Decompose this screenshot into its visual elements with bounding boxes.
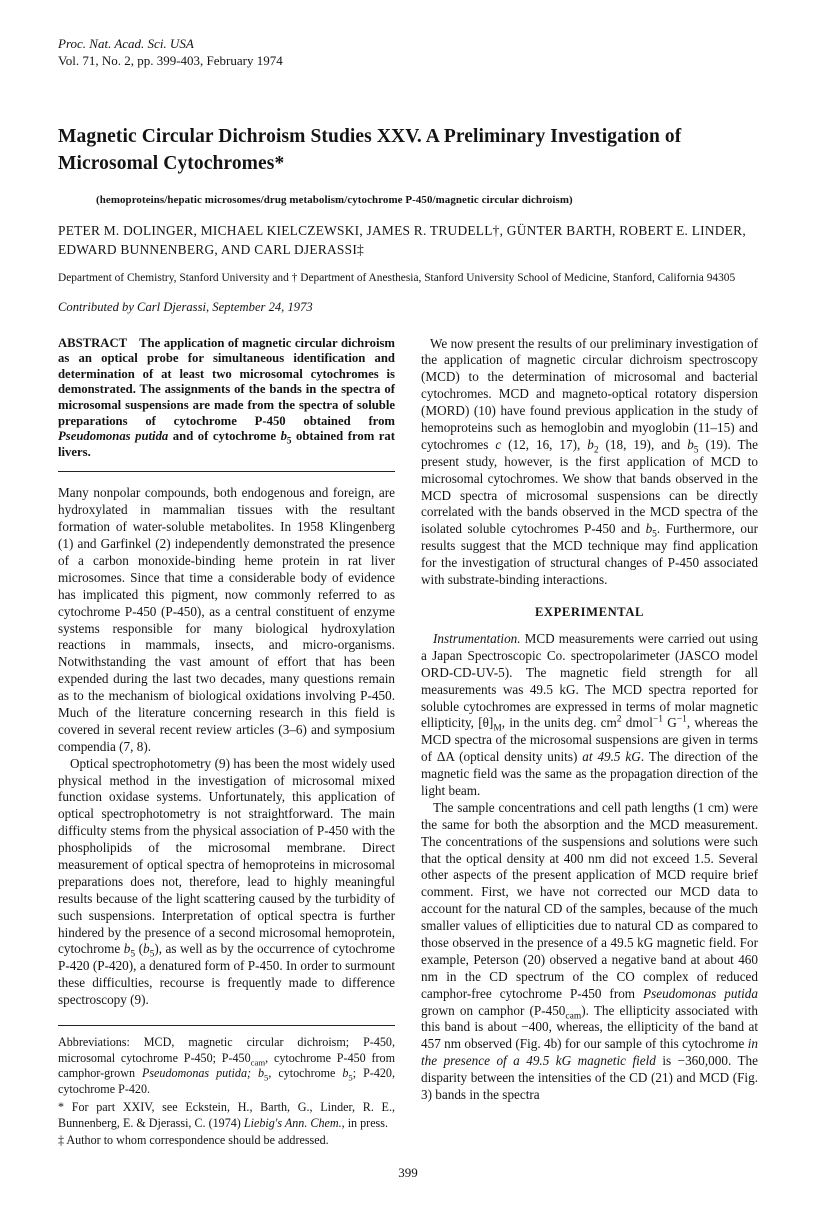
paragraph: Instrumentation. MCD measurements were carried out using a Japan Spectroscopic Co. spectropolarimeter (JASCO model ORD-CD-UV-5). The magnetic field strength for all measurements was 49.5 kG. The MCD spectra reported for soluble cytochromes are expressed in terms of molar magnetic ellipticity, $[\theta]_M$, in the units deg. $cm^2$ dmol$^{-1}$ $G^{-1}$, whereas the MCD spectra of the microsomal suspensions are given in terms of ΔA (optical density units) at 49.5 kG. The direction of the magnetic field was the same as the propagation direction of the light beam.: [421, 630, 759, 798]
paragraph: We now present the results of our preliminary investigation of the application of magnetic circular dichroism spectroscopy (MCD) to the determination of microsomal and bacterial cytochromes. MCD and magneto-optical rotatory dispersion (MORD) (10) have found previous application in the study of hemoproteins such as hemoglobin and myoglobin (11–15) and cytochromes c (12, 16, 17), $b_2$ (18, 19), and $b_5$ (19). The present study, however, is the first application of MCD to microsomal cytochromes. We show that bands observed in the MCD spectra of microsomal suspensions can be directly correlated with the bands observed in the MCD spectra of the isolated soluble cytochromes P-450 and $b_5$. Furthermore, our results suggest that the MCD technique may find application for the investigation of structural changes of P-450 associated with substrate-binding interactions.: [421, 335, 759, 587]
experimental-heading: EXPERIMENTAL: [534, 604, 645, 619]
article-title: Magnetic Circular Dichroism Studies XXV. A Preliminary Investigation of Microsomal Cytochromes*: [58, 125, 682, 174]
journal-name: Proc. Nat. Acad. Sci. USA: [58, 36, 194, 51]
footnotes: [58, 1025, 395, 1149]
paragraph: Optical spectrophotometry (9) has been the most widely used physical method in the investigation of microsomal mixed function oxidase systems. Unfortunately, this application of optical spectrophotometry is not straightforward. The main difficulty stems from the physical association of P-450 with the phospholipids of the microsomal membrane. Direct measurement of optical spectra of hemoproteins in microsomal preparations does not, therefore, lead to highly meaningful results because of the light scattering caused by the turbidity of such suspensions. Interpretation of optical spectra is further hindered by the presence of a second microsomal hemoprotein, cytochrome $b_5$ $(b_5)$, as well as by the occurrence of cytochrome P-420 (P-420), a denatured form of P-450. In order to surmount these difficulties, recourse is frequently made to difference spectroscopy (9).: [58, 755, 395, 1008]
footnote-abbreviations: Abbreviations: MCD, magnetic circular dichroism; P-450, microsomal cytochrome P-450; $P-450_{cam}$, cytochrome P-450 from camphor-grown Pseudomonas putida; $b_5$, cytochrome $b_5$; P-420, cytochrome P-420.: [58, 1035, 396, 1097]
abstract-label: ABSTRACT: [58, 335, 128, 350]
journal-issue-line: Vol. 71, No. 2, pp. 399-403, February 1974: [58, 52, 283, 68]
affiliation-line: Department of Chemistry, Stanford University and † Department of Anesthesia, Stanford University School of Medicine, Stanford, California 94305: [58, 272, 736, 285]
two-column-body: [58, 336, 758, 1150]
contributed-line: Contributed by Carl Djerassi, September 24, 1973: [58, 299, 313, 314]
paragraph: Many nonpolar compounds, both endogenous and foreign, are hydroxylated in mammalian tissues with the resultant formation of water-soluble metabolites. In 1958 Klingenberg (1) and Garfinkel (2) independently demonstrated the presence of a carbon monoxide-binding heme protein in rat liver microsomes. Since that time a considerable body of evidence has implicated this pigment, now commonly referred to as cytochrome P-450 (P-450), as a central constituent of enzyme systems responsible for many biological hydroxylation reactions in mammals, insects, and micro-organisms. Notwithstanding the vast amount of effort that has been expended during the last two decades, many questions remain as to the mechanism of biological oxidations involving P-450. Much of the literature concerning research in this field is covered in several recent review articles (3–6) and symposium compendia (7, 8).: [58, 485, 395, 754]
keywords-line: (hemoproteins/hepatic microsomes/drug metabolism/cytochrome P-450/magnetic circular dichroism): [96, 193, 573, 206]
left-column: [58, 336, 395, 1150]
right-column: [421, 336, 758, 1150]
paragraph: The sample concentrations and cell path lengths (1 cm) were the same for both the absorption and the MCD measurement. The concentrations of the suspensions and solutions were such that the optical density at 400 nm did not exceed 1.5. Several other aspects of the present application of MCD require brief comment. First, we have not corrected our MCD data to account for the natural CD of the samples, because of the much smaller values of ellipticities due to natural CD as compared to those observed in the presence of a 49.5 kG magnetic field. For example, Peterson (20) observed a negative band at about 460 nm in the CD spectrum of the CO complex of reduced camphor-free cytochrome P-450 from Pseudomonas putida grown on camphor $(P-450_{cam})$. The ellipticity associated with this band is about −400, whereas, the ellipticity of the band at 457 nm observed (Fig. 4b) for our sample of this cytochrome in the presence of a 49.5 kG magnetic field is −360,000. The disparity between the intensities of the CD (21) and MCD (Fig. 3) bands in the spectra: [421, 799, 758, 1103]
footnote-part-xxiv: * For part XXIV, see Eckstein, H., Barth, G., Linder, R. E., Bunnenberg, E. & Djerassi, C. (1974) Liebig's Ann. Chem., in press.: [58, 1099, 395, 1130]
page-number: 399: [398, 1165, 418, 1181]
masthead: [58, 36, 758, 70]
abstract: [58, 336, 395, 473]
authors-line: PETER M. DOLINGER, MICHAEL KIELCZEWSKI, JAMES R. TRUDELL†, GÜNTER BARTH, ROBERT E. LINDER, EDWARD BUNNENBERG, AND CARL DJERASSI‡: [58, 222, 746, 258]
footnote-correspondence: ‡ Author to whom correspondence should be addressed.: [58, 1133, 329, 1148]
abstract-text: The application of magnetic circular dichroism as an optical probe for simultaneous identification and determination of at least two microsomal cytochromes is demonstrated. The assignments of the bands in the spectra of microsomal suspensions are made from the spectra of soluble preparations of cytochrome P-450 obtained from Pseudomonas putida and of cytochrome $b_5$ obtained from rat livers.: [58, 335, 396, 459]
